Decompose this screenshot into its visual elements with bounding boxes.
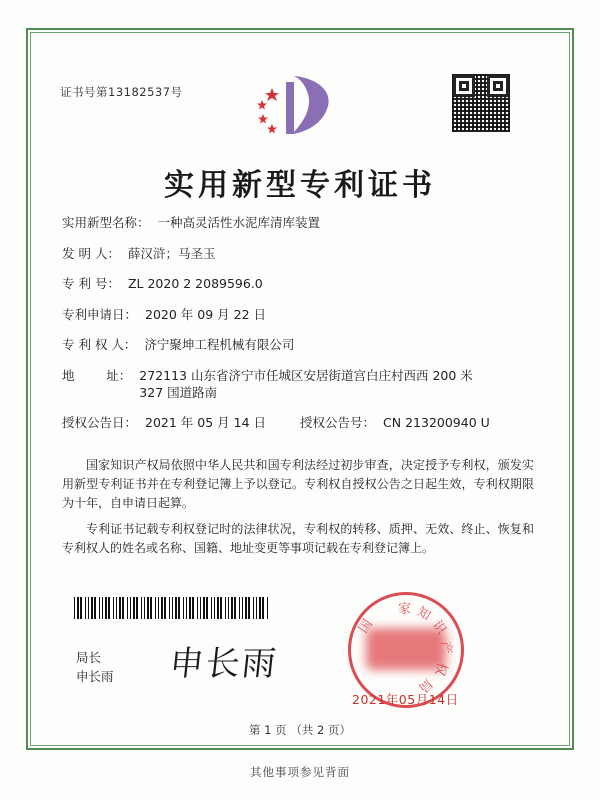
field-row-application-date <box>62 306 532 323</box>
page-title: 实用新型专利证书 <box>164 168 436 203</box>
certificate-number: 证书号第13182537号 <box>60 85 183 99</box>
seal-ring-text: 家 知 识 产 权 局 国 <box>356 602 455 695</box>
field-row-address <box>62 367 532 401</box>
field-value: 2020 年 09 月 22 日 <box>145 306 267 322</box>
page-number: 第 1 页 （共 2 页） <box>249 723 351 737</box>
legal-paragraph-2: 专利证书记载专利权登记时的法律状况，专利权的转移、质押、无效、终止、恢复和专利权人的姓名或名称、国籍、地址变更等事项记载在专利登记簿上。 <box>62 522 534 555</box>
field-value: ZL 2020 2 2089596.0 <box>127 276 263 291</box>
address-line-1: 272113 山东省济宁市任城区安居街道宫白庄村西西 200 米 <box>139 367 473 383</box>
grant-number-group <box>300 414 490 431</box>
field-label: 授权公告号： <box>300 415 376 430</box>
field-value: 济宁聚坤工程机械有限公司 <box>144 337 295 352</box>
field-label: 实用新型名称： <box>62 215 150 230</box>
field-label: 发 明 人： <box>62 245 120 261</box>
field-label: 地 址： <box>62 367 132 383</box>
field-value: CN 213200940 U <box>383 415 490 430</box>
director-signature: 申长雨 <box>167 644 280 684</box>
director-label: 局长 <box>76 650 102 665</box>
field-label: 专 利 号： <box>62 276 120 291</box>
legal-paragraph-1: 国家知识产权局依照中华人民共和国专利法经过初步审查，决定授予专利权，颁发实用新型专利证书并在专利登记簿上予以登记。专利权自授权公告之日起生效，专利权期限为十年，自申请日起算。 <box>62 458 534 510</box>
field-label: 授权公告日： <box>62 415 138 430</box>
director-name: 申长雨 <box>76 669 114 684</box>
patent-office-logo-icon <box>242 72 338 138</box>
director-block <box>76 648 114 686</box>
field-row-inventor <box>62 245 532 262</box>
address-line-2: 327 国道路南 <box>139 384 218 400</box>
field-label: 专 利 权 人： <box>62 337 137 352</box>
field-row-patent-number <box>62 275 532 292</box>
field-row-name <box>62 214 532 231</box>
grant-date-group <box>62 414 266 431</box>
field-list <box>62 214 532 445</box>
field-label: 专利申请日： <box>62 306 138 322</box>
legal-body-text <box>62 456 534 565</box>
field-row-patentee <box>62 336 532 353</box>
field-value-address <box>139 367 532 401</box>
field-value: 薛汉浒；马圣玉 <box>127 245 216 261</box>
barcode-icon <box>74 597 270 619</box>
field-row-grant <box>62 414 532 431</box>
seal-date: 2021年05月14日 <box>352 692 459 707</box>
field-value: 一种高灵活性水泥库清库装置 <box>157 215 321 230</box>
footnote: 其他事项参见背面 <box>250 765 350 779</box>
qr-code-icon <box>452 74 510 132</box>
field-value: 2021 年 05 月 14 日 <box>145 415 267 430</box>
